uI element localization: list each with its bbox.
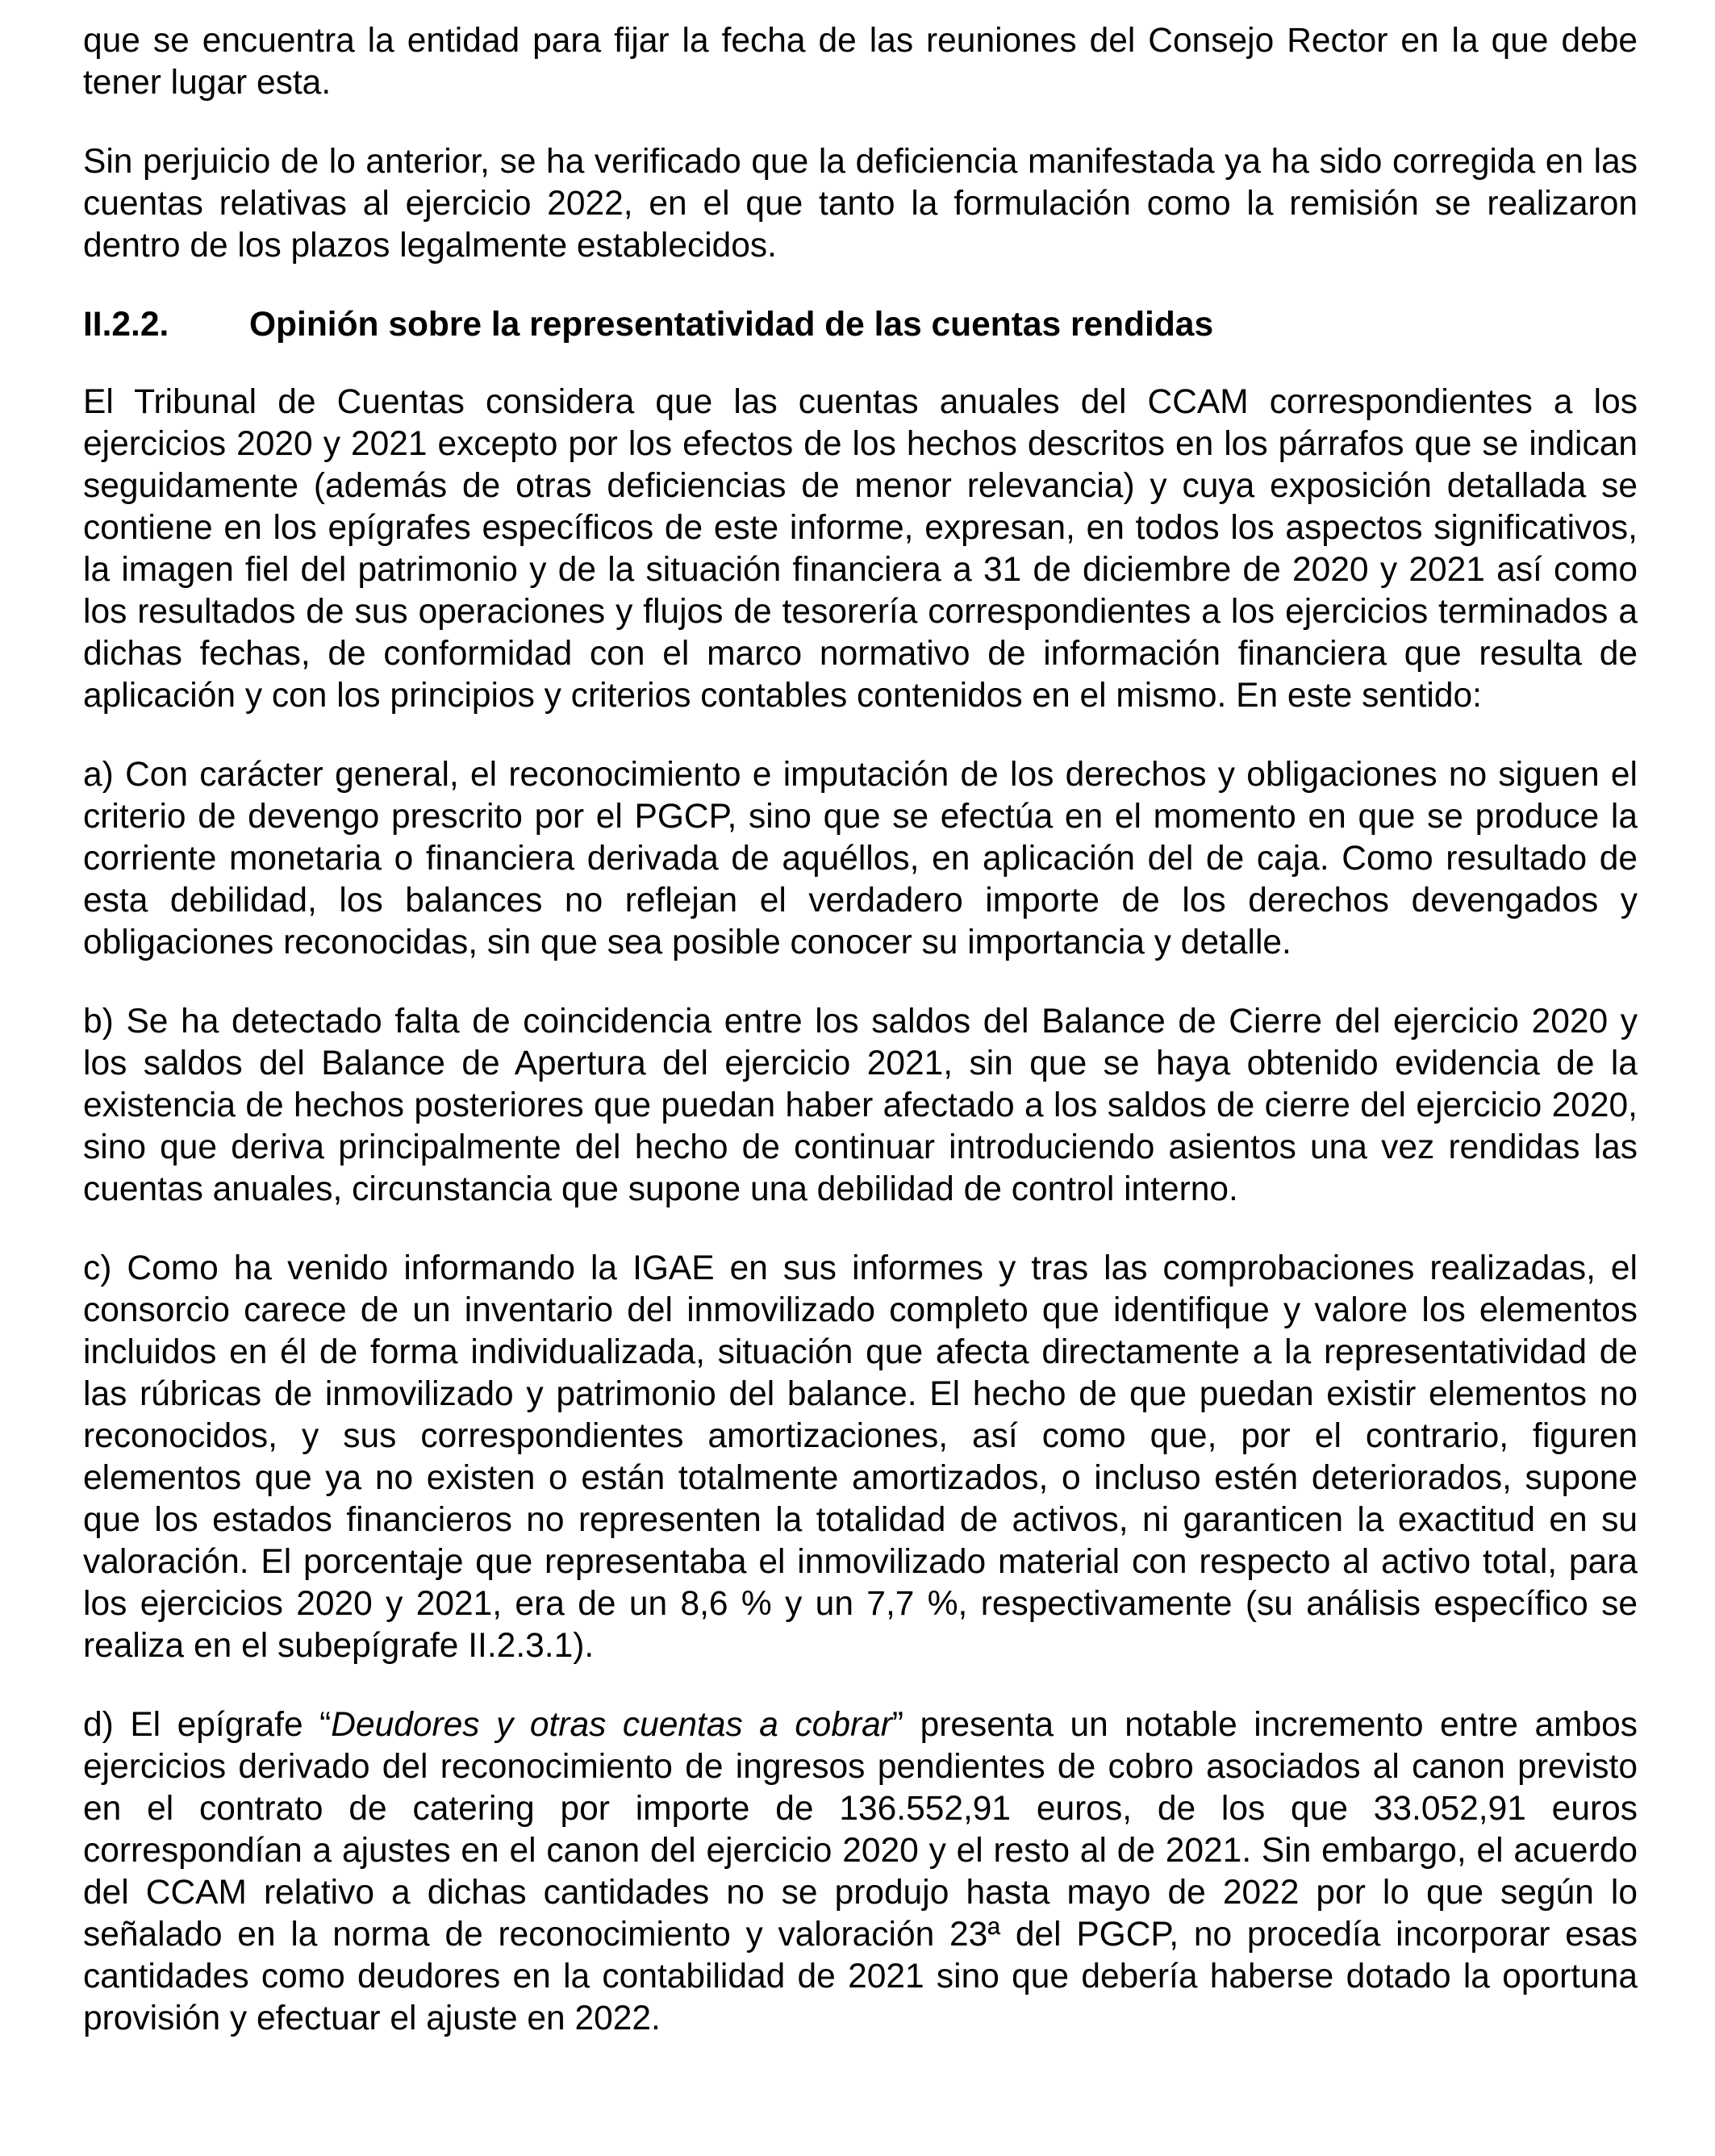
item-d-quoted-heading: Deudores y otras cuentas a cobrar — [331, 1706, 892, 1744]
paragraph-item-c: c) Como ha venido informando la IGAE en sus informes y tras las comprobaciones realizadas, el consorcio carece de un inventario del inmovilizado completo que identifique y valore los elementos incluidos en él de forma individualizada, situación que afecta directamente a la representatividad de las rúbricas de inmovilizado y patrimonio del balance. El hecho de que puedan existir elementos no reconocidos, y sus correspondientes amortizaciones, así como que, por el contrario, figuren elementos que ya no existen o están totalmente amortizados, o incluso estén deteriorados, supone que los estados financieros no representen la totalidad de activos, ni garanticen la exactitud en su valoración. El porcentaje que representaba el inmovilizado material con respecto al activo total, para los ejercicios 2020 y 2021, era de un 8,6 % y un 7,7 %, respectivamente (su análisis específico se realiza en el subepígrafe II.2.3.1). — [83, 1249, 1638, 1665]
section-heading-title: Opinión sobre la representatividad de las cuentas rendidas — [249, 306, 1214, 344]
item-d-text-before-quote: d) El epígrafe “ — [83, 1706, 332, 1744]
paragraph-item-a: a) Con carácter general, el reconocimiento e imputación de los derechos y obligaciones no siguen el criterio de devengo prescrito por el PGCP, sino que se efectúa en el momento en que se produce la corriente monetaria o financiera derivada de aquéllos, en aplicación del de caja. Como resultado de esta debilidad, los balances no reflejan el verdadero importe de los derechos devengados y obligaciones reconocidas, sin que sea posible conocer su importancia y detalle. — [83, 756, 1638, 961]
section-heading — [83, 304, 1638, 346]
paragraph-opinion: El Tribunal de Cuentas considera que las cuentas anuales del CCAM correspondientes a los ejercicios 2020 y 2021 excepto por los efectos de los hechos descritos en los párrafos que se indican seguidamente (además de otras deficiencias de menor relevancia) y cuya exposición detallada se contiene en los epígrafes específicos de este informe, expresan, en todos los aspectos significativos, la imagen fiel del patrimonio y de la situación financiera a 31 de diciembre de 2020 y 2021 así como los resultados de sus operaciones y flujos de tesorería correspondientes a los ejercicios terminados a dichas fechas, de conformidad con el marco normativo de información financiera que resulta de aplicación y con los principios y criterios contables contenidos en el mismo. En este sentido: — [83, 383, 1638, 715]
section-heading-number: II.2.2. — [83, 306, 169, 344]
paragraph-deficiency-corrected: Sin perjuicio de lo anterior, se ha verificado que la deficiencia manifestada ya ha sido corregida en las cuentas relativas al ejercicio 2022, en el que tanto la formulación como la remisión se realizaron dentro de los plazos legalmente establecidos. — [83, 143, 1638, 265]
paragraph-item-b: b) Se ha detectado falta de coincidencia entre los saldos del Balance de Cierre del ejercicio 2020 y los saldos del Balance de Apertura del ejercicio 2021, sin que se haya obtenido evidencia de la existencia de hechos posteriores que puedan haber afectado a los saldos de cierre del ejercicio 2020, sino que deriva principalmente del hecho de continuar introduciendo asientos una vez rendidas las cuentas anuales, circunstancia que supone una debilidad de control interno. — [83, 1003, 1638, 1208]
paragraph-item-d — [83, 1704, 1638, 2040]
paragraph-entity-meetings: que se encuentra la entidad para fijar la fecha de las reuniones del Consejo Rector en la que debe tener lugar esta. — [83, 22, 1638, 102]
item-d-text-after-quote: ” presenta un notable incremento entre ambos ejercicios derivado del reconocimiento de ingresos pendientes de cobro asociados al canon previsto en el contrato de catering por importe de 136.552,91 euros, de los que 33.052,91 euros correspondían a ajustes en el canon del ejercicio 2020 y el resto al de 2021. Sin embargo, el acuerdo del CCAM relativo a dichas cantidades no se produjo hasta mayo de 2022 por lo que según lo señalado en la norma de reconocimiento y valoración 23ª del PGCP, no procedía incorporar esas cantidades como deudores en la contabilidad de 2021 sino que debería haberse dotado la oportuna provisión y efectuar el ajuste en 2022. — [83, 1706, 1638, 2037]
